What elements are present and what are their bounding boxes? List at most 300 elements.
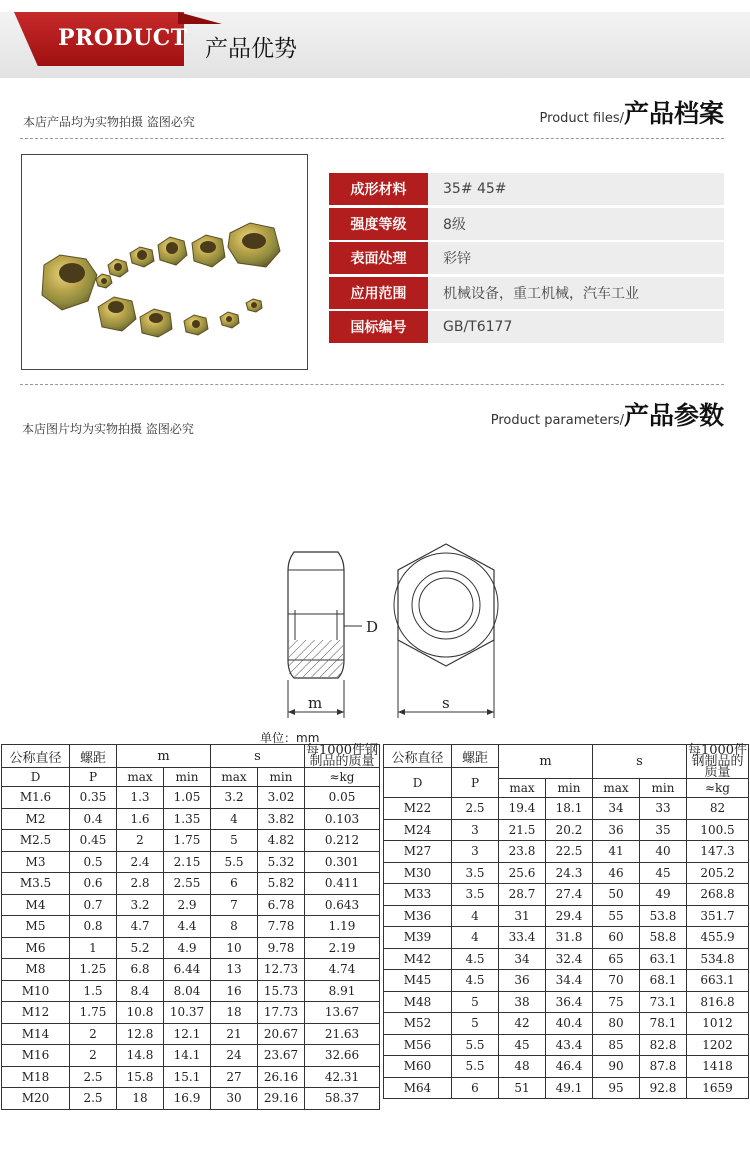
col-header-d: 公称直径 — [2, 745, 70, 768]
table-cell: 3.5 — [452, 884, 499, 906]
table-row — [2, 980, 380, 1002]
col-header-max: max — [499, 779, 546, 798]
table-cell: 0.05 — [305, 787, 380, 809]
table-cell: 9.78 — [258, 937, 305, 959]
table-cell: 0.301 — [305, 851, 380, 873]
table-cell: 3 — [452, 841, 499, 863]
col-header-min: min — [258, 768, 305, 787]
table-cell: 10 — [211, 937, 258, 959]
table-cell: 2 — [117, 830, 164, 852]
table-cell: 0.643 — [305, 894, 380, 916]
table-cell: 2 — [70, 1045, 117, 1067]
col-header-mass-unit: ≈kg — [305, 768, 380, 787]
table-cell: 49.1 — [546, 1077, 593, 1099]
table-cell: 48 — [499, 1056, 546, 1078]
table-cell: M30 — [384, 862, 452, 884]
table-cell: 23.67 — [258, 1045, 305, 1067]
table-cell: 3.2 — [117, 894, 164, 916]
label-m: m — [308, 694, 323, 712]
table-cell: 1659 — [687, 1077, 749, 1099]
table-cell: 8 — [211, 916, 258, 938]
table-cell: 18 — [117, 1088, 164, 1110]
table-cell: M18 — [2, 1066, 70, 1088]
table-cell: 38 — [499, 991, 546, 1013]
table-cell: 0.35 — [70, 787, 117, 809]
table-cell: 5.2 — [117, 937, 164, 959]
table-cell: 27 — [211, 1066, 258, 1088]
table-cell: M48 — [384, 991, 452, 1013]
table-cell: 4.9 — [164, 937, 211, 959]
table-cell: 35 — [640, 819, 687, 841]
table-cell: 1.05 — [164, 787, 211, 809]
table-row — [2, 937, 380, 959]
table-cell: 12.1 — [164, 1023, 211, 1045]
table-cell: 92.8 — [640, 1077, 687, 1099]
table-row — [2, 959, 380, 981]
table-cell: 22.5 — [546, 841, 593, 863]
table-cell: 25.6 — [499, 862, 546, 884]
table-cell: M3 — [2, 851, 70, 873]
table-cell: 1.6 — [117, 808, 164, 830]
table-cell: 5.5 — [452, 1056, 499, 1078]
table-cell: 10.37 — [164, 1002, 211, 1024]
table-cell: 41 — [593, 841, 640, 863]
table-cell: 6 — [452, 1077, 499, 1099]
hex-nut-drawing — [270, 540, 510, 730]
col-header-d: 公称直径 — [384, 745, 452, 768]
product-parameters-title-en: Product parameters/ — [490, 413, 624, 428]
table-cell: 49 — [640, 884, 687, 906]
table-row — [384, 862, 749, 884]
table-cell: 1 — [70, 937, 117, 959]
table-cell: M1.6 — [2, 787, 70, 809]
table-cell: 43.4 — [546, 1034, 593, 1056]
table-cell: 1012 — [687, 1013, 749, 1035]
spec-key: 表面处理 — [329, 242, 428, 274]
col-header-p-symbol: P — [70, 768, 117, 787]
table-cell: 32.66 — [305, 1045, 380, 1067]
table-cell: 65 — [593, 948, 640, 970]
table-cell: 45 — [499, 1034, 546, 1056]
table-cell: M52 — [384, 1013, 452, 1035]
table-row — [2, 873, 380, 895]
table-cell: 50 — [593, 884, 640, 906]
table-row — [384, 1077, 749, 1099]
product-photo — [21, 154, 308, 370]
table-cell: 85 — [593, 1034, 640, 1056]
table-cell: 55 — [593, 905, 640, 927]
table-cell: 16.9 — [164, 1088, 211, 1110]
table-cell: 13.67 — [305, 1002, 380, 1024]
table-cell: 3.02 — [258, 787, 305, 809]
table-cell: M14 — [2, 1023, 70, 1045]
table-row — [384, 991, 749, 1013]
table-cell: 51 — [499, 1077, 546, 1099]
table-cell: M42 — [384, 948, 452, 970]
table-cell: 63.1 — [640, 948, 687, 970]
table-cell: 16 — [211, 980, 258, 1002]
table-cell: 5 — [211, 830, 258, 852]
table-row — [384, 1056, 749, 1078]
table-cell: 7.78 — [258, 916, 305, 938]
table-cell: 4.5 — [452, 948, 499, 970]
table-cell: 2.19 — [305, 937, 380, 959]
product-files-title-en: Product files/ — [539, 111, 624, 126]
label-d: D — [366, 618, 379, 636]
table-cell: 2.8 — [117, 873, 164, 895]
table-cell: 15.8 — [117, 1066, 164, 1088]
table-cell: 27.4 — [546, 884, 593, 906]
table-cell: 534.8 — [687, 948, 749, 970]
table-cell: 0.8 — [70, 916, 117, 938]
table-row — [2, 808, 380, 830]
table-cell: 36.4 — [546, 991, 593, 1013]
table-row — [384, 1034, 749, 1056]
col-header-mass: 每1000件钢制品的质量 — [687, 743, 748, 780]
table-cell: 29.16 — [258, 1088, 305, 1110]
spec-row — [329, 208, 724, 240]
table-cell: 1.3 — [117, 787, 164, 809]
spec-row — [329, 173, 724, 205]
table-cell: 2.5 — [452, 798, 499, 820]
table-cell: 58.8 — [640, 927, 687, 949]
table-cell: 34 — [593, 798, 640, 820]
table-cell: M22 — [384, 798, 452, 820]
table-cell: M36 — [384, 905, 452, 927]
table-cell: 5.5 — [211, 851, 258, 873]
nut-small — [96, 274, 112, 288]
table-row — [2, 916, 380, 938]
table-cell: 0.45 — [70, 830, 117, 852]
table-cell: 8.91 — [305, 980, 380, 1002]
table-row — [2, 1088, 380, 1110]
table-cell: 18.1 — [546, 798, 593, 820]
spec-key: 应用范围 — [329, 277, 428, 309]
table-cell: 15.1 — [164, 1066, 211, 1088]
table-cell: 13 — [211, 959, 258, 981]
dimension-table-right — [383, 744, 749, 1099]
table-cell: 68.1 — [640, 970, 687, 992]
col-header-max: max — [117, 768, 164, 787]
table-cell: 147.3 — [687, 841, 749, 863]
nut-small — [130, 247, 154, 267]
table-cell: 2.9 — [164, 894, 211, 916]
table-cell: 33 — [640, 798, 687, 820]
table-cell: 6.78 — [258, 894, 305, 916]
table-row — [2, 1045, 380, 1067]
section-header — [0, 12, 750, 78]
table-cell: M3.5 — [2, 873, 70, 895]
table-cell: M10 — [2, 980, 70, 1002]
table-cell: 0.4 — [70, 808, 117, 830]
table-cell: 3 — [452, 819, 499, 841]
table-cell: 30 — [211, 1088, 258, 1110]
col-header-min: min — [164, 768, 211, 787]
table-row — [384, 927, 749, 949]
table-cell: 1418 — [687, 1056, 749, 1078]
table-cell: 1.19 — [305, 916, 380, 938]
table-cell: M24 — [384, 819, 452, 841]
table-cell: 1.25 — [70, 959, 117, 981]
table-cell: M8 — [2, 959, 70, 981]
table-cell: M56 — [384, 1034, 452, 1056]
table-cell: 3.2 — [211, 787, 258, 809]
table-row — [2, 1023, 380, 1045]
col-header-d-symbol: D — [2, 768, 70, 787]
table-cell: 10.8 — [117, 1002, 164, 1024]
col-header-p: 螺距 — [452, 745, 499, 768]
nut-large-right — [228, 223, 280, 267]
col-header-s: s — [211, 745, 305, 768]
table-cell: M20 — [2, 1088, 70, 1110]
table-cell: 0.7 — [70, 894, 117, 916]
table-cell: 0.103 — [305, 808, 380, 830]
table-cell: 816.8 — [687, 991, 749, 1013]
divider — [20, 384, 724, 385]
table-cell: M12 — [2, 1002, 70, 1024]
spec-value: GB/T6177 — [428, 311, 724, 343]
table-cell: 1.35 — [164, 808, 211, 830]
col-header-p: 螺距 — [70, 745, 117, 768]
table-cell: 29.4 — [546, 905, 593, 927]
table-cell: 5 — [452, 1013, 499, 1035]
spec-key: 成形材料 — [329, 173, 428, 205]
table-cell: 34.4 — [546, 970, 593, 992]
table-cell: 6.44 — [164, 959, 211, 981]
table-cell: 5.32 — [258, 851, 305, 873]
table-cell: 5.82 — [258, 873, 305, 895]
table-cell: 8.04 — [164, 980, 211, 1002]
product-parameters-title — [491, 396, 724, 432]
spec-table — [329, 173, 724, 346]
table-cell: 36 — [593, 819, 640, 841]
table-cell: M45 — [384, 970, 452, 992]
table-cell: 7 — [211, 894, 258, 916]
table-cell: 12.73 — [258, 959, 305, 981]
table-cell: 20.2 — [546, 819, 593, 841]
photo-disclaimer: 本店产品均为实物拍摄 盗图必究 — [23, 115, 195, 129]
spec-row — [329, 311, 724, 343]
table-row — [384, 970, 749, 992]
table-cell: 455.9 — [687, 927, 749, 949]
table-cell: 40 — [640, 841, 687, 863]
nut-medium — [158, 237, 187, 265]
divider — [20, 138, 724, 139]
table-cell: 46.4 — [546, 1056, 593, 1078]
table-cell: M2 — [2, 808, 70, 830]
table-cell: 1.75 — [164, 830, 211, 852]
table-cell: 21.5 — [499, 819, 546, 841]
photo-disclaimer: 本店图片均为实物拍摄 盗图必究 — [22, 422, 194, 436]
table-cell: 15.73 — [258, 980, 305, 1002]
table-cell: 24 — [211, 1045, 258, 1067]
table-cell: 80 — [593, 1013, 640, 1035]
table-cell: 4 — [452, 927, 499, 949]
table-cell: M5 — [2, 916, 70, 938]
dimension-table-left — [1, 744, 380, 1110]
table-cell: 95 — [593, 1077, 640, 1099]
table-cell: 205.2 — [687, 862, 749, 884]
table-row — [384, 1013, 749, 1035]
table-cell: 46 — [593, 862, 640, 884]
table-row — [384, 798, 749, 820]
table-cell: M16 — [2, 1045, 70, 1067]
table-cell: 351.7 — [687, 905, 749, 927]
table-cell: 75 — [593, 991, 640, 1013]
table-cell: 100.5 — [687, 819, 749, 841]
table-cell: 32.4 — [546, 948, 593, 970]
table-cell: 53.8 — [640, 905, 687, 927]
table-cell: 663.1 — [687, 970, 749, 992]
table-cell: 4.74 — [305, 959, 380, 981]
table-cell: 2.55 — [164, 873, 211, 895]
table-cell: 42.31 — [305, 1066, 380, 1088]
table-cell: M64 — [384, 1077, 452, 1099]
table-cell: 4.7 — [117, 916, 164, 938]
table-row — [2, 830, 380, 852]
col-header-s: s — [593, 745, 687, 779]
table-row — [2, 851, 380, 873]
table-cell: 5.5 — [452, 1034, 499, 1056]
table-cell: 268.8 — [687, 884, 749, 906]
table-cell: M4 — [2, 894, 70, 916]
table-cell: 2.15 — [164, 851, 211, 873]
table-cell: 1.5 — [70, 980, 117, 1002]
table-cell: 1202 — [687, 1034, 749, 1056]
table-cell: 58.37 — [305, 1088, 380, 1110]
table-cell: 31.8 — [546, 927, 593, 949]
table-cell: 1.75 — [70, 1002, 117, 1024]
table-cell: 2.4 — [117, 851, 164, 873]
col-header-m: m — [499, 745, 593, 779]
table-cell: 70 — [593, 970, 640, 992]
spec-value: 8级 — [428, 208, 724, 240]
table-cell: 19.4 — [499, 798, 546, 820]
table-row — [384, 841, 749, 863]
col-header-mass: 每1000件钢制品的质量 — [305, 743, 379, 769]
table-cell: 87.8 — [640, 1056, 687, 1078]
col-header-p-symbol: P — [452, 768, 499, 798]
table-cell: 8.4 — [117, 980, 164, 1002]
table-cell: 90 — [593, 1056, 640, 1078]
table-cell: 0.6 — [70, 873, 117, 895]
table-cell: 4.5 — [452, 970, 499, 992]
table-cell: 14.8 — [117, 1045, 164, 1067]
spec-row — [329, 242, 724, 274]
table-cell: M27 — [384, 841, 452, 863]
col-header-max: max — [593, 779, 640, 798]
table-cell: M60 — [384, 1056, 452, 1078]
table-cell: 2.5 — [70, 1088, 117, 1110]
table-cell: 6 — [211, 873, 258, 895]
nut-side-view — [288, 552, 378, 718]
table-cell: 17.73 — [258, 1002, 305, 1024]
table-cell: 3.82 — [258, 808, 305, 830]
table-cell: M39 — [384, 927, 452, 949]
table-cell: M2.5 — [2, 830, 70, 852]
table-cell: 40.4 — [546, 1013, 593, 1035]
table-cell: 73.1 — [640, 991, 687, 1013]
table-cell: 6.8 — [117, 959, 164, 981]
table-cell: 82 — [687, 798, 749, 820]
nut-small — [108, 259, 128, 277]
table-cell: 18 — [211, 1002, 258, 1024]
table-cell: 60 — [593, 927, 640, 949]
table-row — [384, 905, 749, 927]
table-cell: 20.67 — [258, 1023, 305, 1045]
table-cell: 31 — [499, 905, 546, 927]
table-row — [2, 1002, 380, 1024]
table-body — [2, 787, 380, 1110]
badge-label: PRODUCT — [58, 25, 188, 51]
nut-front-row — [98, 297, 262, 337]
table-cell: 28.7 — [499, 884, 546, 906]
table-cell: 23.8 — [499, 841, 546, 863]
table-cell: 36 — [499, 970, 546, 992]
spec-row — [329, 277, 724, 309]
spec-key: 国标编号 — [329, 311, 428, 343]
nut-large-left — [42, 255, 97, 310]
table-cell: 42 — [499, 1013, 546, 1035]
hex-nuts-image — [22, 155, 307, 369]
table-cell: 24.3 — [546, 862, 593, 884]
table-cell: 4.4 — [164, 916, 211, 938]
table-row — [2, 1066, 380, 1088]
table-cell: 4.82 — [258, 830, 305, 852]
table-cell: 33.4 — [499, 927, 546, 949]
table-cell: 45 — [640, 862, 687, 884]
col-header-min: min — [546, 779, 593, 798]
table-row — [2, 787, 380, 809]
table-cell: 4 — [452, 905, 499, 927]
table-cell: 0.5 — [70, 851, 117, 873]
badge-ribbon-fold — [178, 12, 222, 24]
table-cell: M33 — [384, 884, 452, 906]
product-files-title-cn: 产品档案 — [623, 99, 724, 128]
table-cell: 0.411 — [305, 873, 380, 895]
col-header-max: max — [211, 768, 258, 787]
table-cell: 12.8 — [117, 1023, 164, 1045]
spec-value: 机械设备，重工机械，汽车工业 — [428, 277, 724, 309]
product-parameters-title-cn: 产品参数 — [623, 401, 724, 430]
table-cell: 3.5 — [452, 862, 499, 884]
table-cell: 14.1 — [164, 1045, 211, 1067]
table-cell: 2 — [70, 1023, 117, 1045]
col-header-d-symbol: D — [384, 768, 452, 798]
table-cell: 82.8 — [640, 1034, 687, 1056]
spec-key: 强度等级 — [329, 208, 428, 240]
table-row — [2, 894, 380, 916]
unit-label: 单位：mm — [260, 731, 320, 745]
table-cell: 21.63 — [305, 1023, 380, 1045]
col-header-min: min — [640, 779, 687, 798]
table-cell: 34 — [499, 948, 546, 970]
table-cell: M6 — [2, 937, 70, 959]
table-cell: 2.5 — [70, 1066, 117, 1088]
nut-medium — [192, 235, 225, 267]
col-header-m: m — [117, 745, 211, 768]
label-s: s — [442, 694, 450, 712]
spec-value: 彩锌 — [428, 242, 724, 274]
header-title: 产品优势 — [205, 36, 297, 62]
table-row — [384, 948, 749, 970]
table-body — [384, 798, 749, 1099]
product-files-title — [540, 94, 724, 130]
table-cell: 0.212 — [305, 830, 380, 852]
nut-front-view — [394, 544, 498, 718]
table-cell: 21 — [211, 1023, 258, 1045]
table-row — [384, 884, 749, 906]
